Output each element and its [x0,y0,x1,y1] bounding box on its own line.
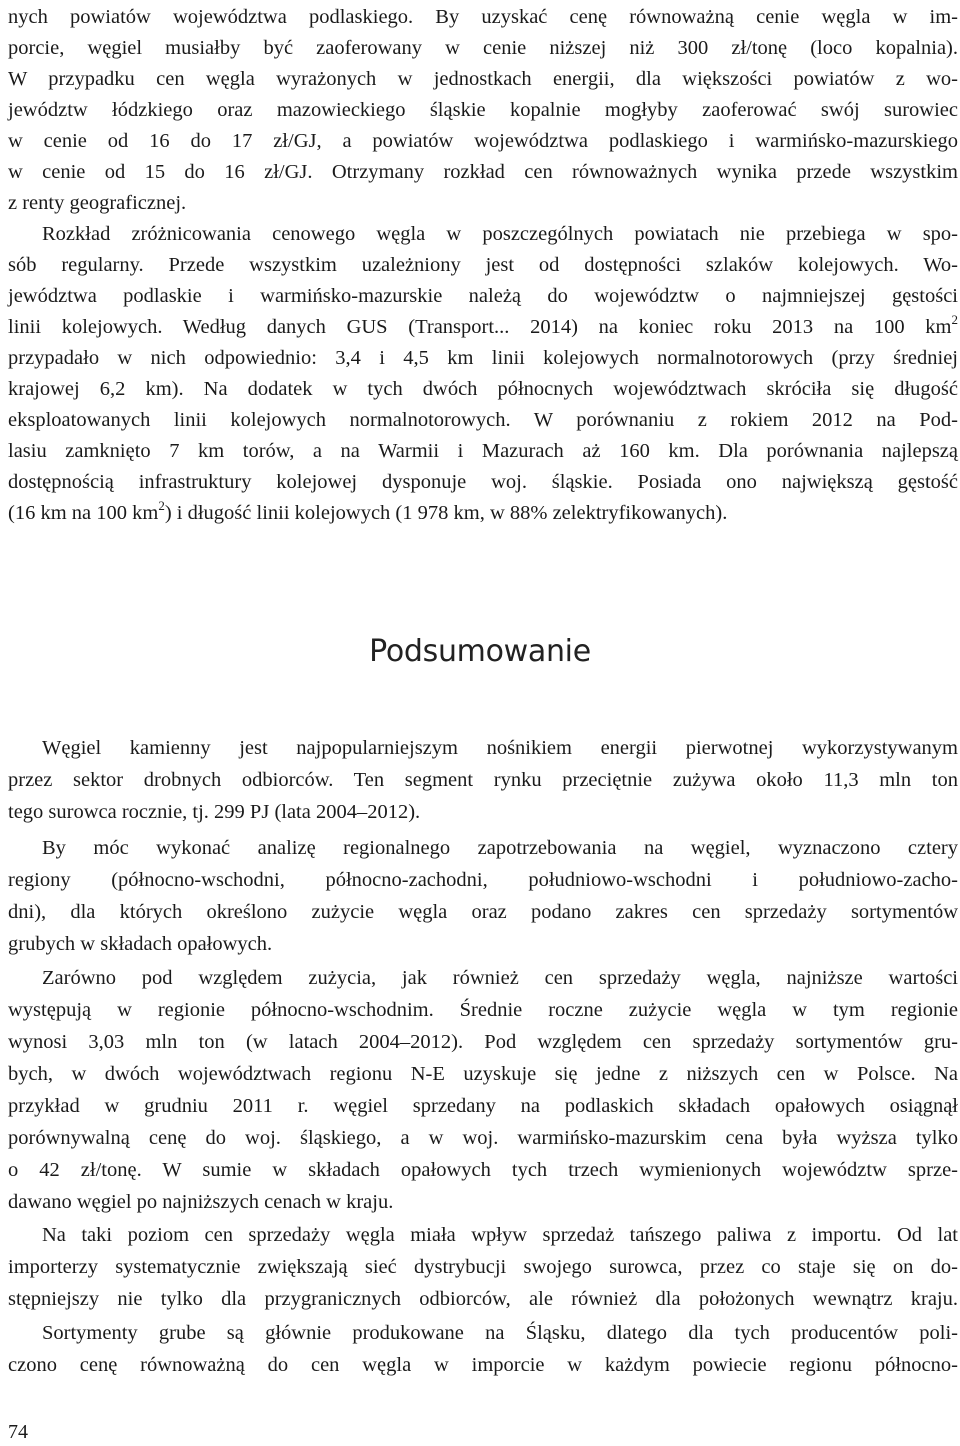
paragraph-first-line: By móc wykonać analizę regionalnego zapotrzebowania na węgiel, wyznaczono cztery [42,837,958,859]
text-line [8,310,958,344]
text-line: bych, w dwóch województwach regionu N-E uzyskuje się jedne z niższych cen w Polsce. Na [8,1063,958,1085]
text-line: porcie, węgiel musiałby być zaoferowany w cenie niższej niż 300 zł/tonę (loco kopalnia). [8,37,958,59]
text-line: czono cenę równoważną do cen węgla w imporcie w każdym powiecie regionu północno- [8,1354,958,1376]
text-line: przez sektor drobnych odbiorców. Ten segment rynku przeciętnie zużywa około 11,3 mln ton [8,769,958,791]
text-line: krajowej 6,2 km). Na dodatek w tych dwóch północnych województwach skróciła się długość [8,378,958,400]
text-line: tego surowca rocznie, tj. 299 PJ (lata 2004–2012). [8,801,421,823]
text-line: stępniejszy nie tylko dla przygranicznych odbiorców, ale również dla położonych wewnątrz kraju. [8,1288,958,1310]
paragraph-first-line: Sortymenty grube są głównie produkowane na Śląsku, dlatego dla tych producentów poli- [42,1322,958,1344]
section-heading: Podsumowanie [369,634,591,669]
text-line: regiony (północno-wschodni, północno-zachodni, południowo-wschodni i południowo-zacho- [8,869,958,891]
paragraph-first-line: Węgiel kamienny jest najpopularniejszym nośnikiem energii pierwotnej wykorzystywanym [42,737,958,759]
superscript: 2 [158,498,165,513]
paragraph-first-line: Rozkład zróżnicowania cenowego węgla w poszczególnych powiatach nie przebiega w spo- [42,223,958,245]
text-line: przypadało w nich odpowiednio: 3,4 i 4,5 km linii kolejowych normalnotorowych (przy średniej [8,347,958,369]
text-line: nych powiatów województwa podlaskiego. By uzyskać cenę równoważną cenie węgla w im- [8,6,958,28]
text-line: występują w regionie północno-wschodnim. Średnie roczne zużycie węgla w tym regionie [8,999,958,1021]
text-line: przykład w grudniu 2011 r. węgiel sprzedany na podlaskich składach opałowych osiągnął [8,1095,958,1117]
page-number: 74 [8,1421,28,1443]
text-line: w cenie od 16 do 17 zł/GJ, a powiatów województwa podlaskiego i warmińsko-mazurskiego [8,130,958,152]
text-line: o 42 zł/tonę. W sumie w składach opałowych tych trzech wymienionych województw sprze- [8,1159,958,1181]
text-line: z renty geograficznej. [8,192,187,214]
text-line: sób regularny. Przede wszystkim uzależniony jest od dostępności szlaków kolejowych. Wo- [8,254,958,276]
line-text: ) i długość linii kolejowych (1 978 km, w 88% zelektryfikowanych). [164,502,728,524]
paragraph-first-line: Na taki poziom cen sprzedaży węgla miała wpływ sprzedaż tańszego paliwa z importu. Od lat [42,1224,958,1246]
text-line: grubych w składach opałowych. [8,933,273,955]
text-line: jewództwa podlaskie i warmińsko-mazurskie należą do województw o najmniejszej gęstości [8,285,958,307]
line-text: (16 km na 100 km [8,502,159,524]
text-line: w cenie od 15 do 16 zł/GJ. Otrzymany rozkład cen równoważnych wynika przede wszystkim [8,161,958,183]
text-line: lasiu zamknięto 7 km torów, a na Warmii i Mazurach aż 160 km. Dla porównania najlepszą [8,440,958,462]
text-line: dni), dla których określono zużycie węgla oraz podano zakres cen sprzedaży sortymentów [8,901,958,923]
text-line: importerzy systematycznie zwiększają sieć dystrybucji swojego surowca, przez co staje się on do- [8,1256,958,1278]
text-line: W przypadku cen węgla wyrażonych w jednostkach energii, dla większości powiatów z wo- [8,68,958,90]
text-line: dostępnością infrastruktury kolejowej dysponuje woj. śląskie. Posiada ono największą gęstość [8,471,958,493]
text-line: wynosi 3,03 mln ton (w latach 2004–2012). Pod względem cen sprzedaży sortymentów gru- [8,1031,958,1053]
text-line: eksploatowanych linii kolejowych normalnotorowych. W porównaniu z rokiem 2012 na Pod- [8,409,958,431]
text-line: jewództw łódzkiego oraz mazowieckiego śląskie kopalnie mogłyby zaoferować swój surowiec [8,99,958,121]
paragraph-first-line: Zarówno pod względem zużycia, jak również cen sprzedaży węgla, najniższe wartości [42,967,958,989]
line-text: linii kolejowych. Według danych GUS (Transport... 2014) na koniec roku 2013 na 100 km [8,316,952,338]
text-line [8,496,958,530]
text-line: porównywalną cenę do woj. śląskiego, a w woj. warmińsko-mazurskim cena była wyższa tylko [8,1127,958,1149]
superscript: 2 [951,312,958,327]
text-line: dawano węgiel po najniższych cenach w kraju. [8,1191,394,1213]
